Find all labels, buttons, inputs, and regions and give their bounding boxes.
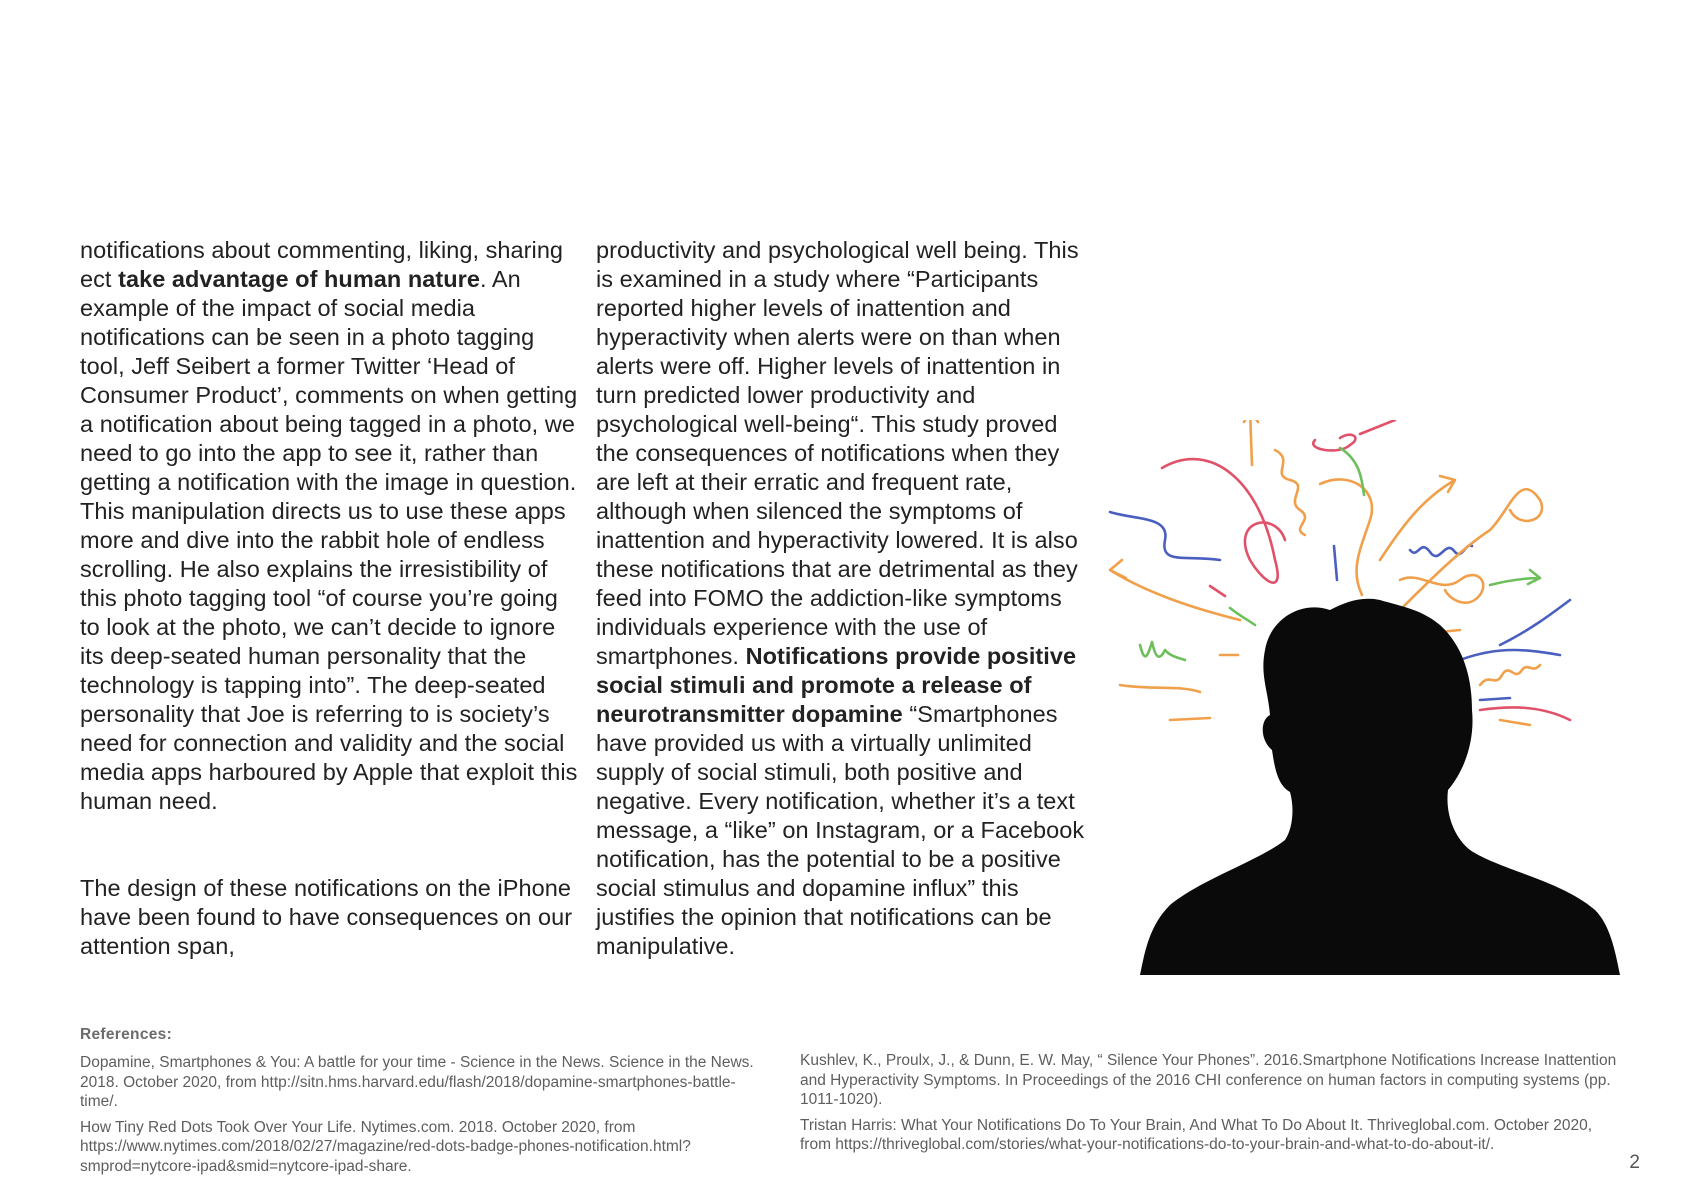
reference-item: How Tiny Red Dots Took Over Your Life. Nytimes.com. 2018. October 2020, from https://www.nytimes.com/2018/02/27/magazine/red-dots-badge-phones-notification.html?smprod=nytcore-ipad&smid=nytcore-ipad-share. [80, 1118, 691, 1175]
references-left-column [80, 1053, 760, 1182]
page-number: 2 [1629, 1152, 1640, 1173]
reference-item: Dopamine, Smartphones & You: A battle for your time - Science in the News. Science in the News. 2018. October 2020, from http://sitn.hms.harvard.edu/flash/2018/dopamine-smartphones-battle-time/. [80, 1054, 754, 1110]
middle-paragraph-bold: Notifications provide positive social stimuli and promote a release of neurotransmitter dopamine [596, 643, 1077, 727]
reference-item: Tristan Harris: What Your Notifications Do To Your Brain, And What To Do About It. Thriveglobal.com. October 2020, from https://thriveglobal.com/stories/what-your-notifications-do-to-your-brain-and-what-to-do-about-it/. [800, 1116, 1593, 1153]
reference-item: Kushlev, K., Proulx, J., & Dunn, E. W. May, “ Silence Your Phones”. 2016.Smartphone Notifications Increase Inattention and Hyperactivity Symptoms. In Proceedings of the 2016 CHI conference on human factors in computing systems (pp. 1011-1020). [800, 1052, 1617, 1108]
left-paragraph-2: The design of these notifications on the iPhone have been found to have consequences on our attention span, [80, 875, 573, 959]
left-paragraph-1-start: notifications about commenting, liking, sharing ect [80, 237, 564, 292]
middle-paragraph-end: “Smartphones have provided us with a virtually unlimited supply of social stimuli, both positive and negative. Every notification, whether it’s a text message, a “like” on Instagram, or a Facebook notification, has the potential to be a positive social stimulus and dopamine influx” this justifies the opinion that notifications can be manipulative. [596, 701, 1085, 959]
references-title: References: [80, 1026, 173, 1043]
left-paragraph-1 [80, 236, 580, 816]
left-text-column [80, 236, 580, 961]
middle-paragraph-start: productivity and psychological well being. This is examined in a study where “Participants reported higher levels of inattention and hyperactivity when alerts were on than when alerts were off. Higher levels of inattention in turn predicted lower productivity and psychological well-being“. This study proved the consequences of notifications when they are left at their erratic and frequent rate, although when silenced the symptoms of inattention and hyperactivity lowered. It is also these notifications that are detrimental as they feed into FOMO the addiction-like symptoms individuals experience with the use of smartphones. [596, 237, 1079, 669]
left-paragraph-1-end: . An example of the impact of social media notifications can be seen in a photo tagging tool, Jeff Seibert a former Twitter ‘Head of Consumer Product’, comments on when getting a notification about being tagged in a photo, we need to go into the app to see it, rather than getting a notification with the image in question. This manipulation directs us to use these apps more and dive into the rabbit hole of endless scrolling. He also explains the irresistibility of this photo tagging tool “of course you’re going to look at the photo, we can’t decide to ignore its deep-seated human personality that the technology is tapping into”. The deep-seated personality that Joe is referring to is society’s need for connection and validity and the social media apps harboured by Apple that exploit this human need. [80, 266, 578, 814]
references-right-column [800, 1051, 1620, 1161]
left-paragraph-1-bold: take advantage of human nature [118, 266, 480, 292]
head-silhouette [1140, 599, 1620, 975]
middle-text-column [596, 236, 1096, 961]
head-silhouette-with-scribbles-icon [1100, 420, 1620, 1010]
middle-paragraph [596, 236, 1096, 961]
